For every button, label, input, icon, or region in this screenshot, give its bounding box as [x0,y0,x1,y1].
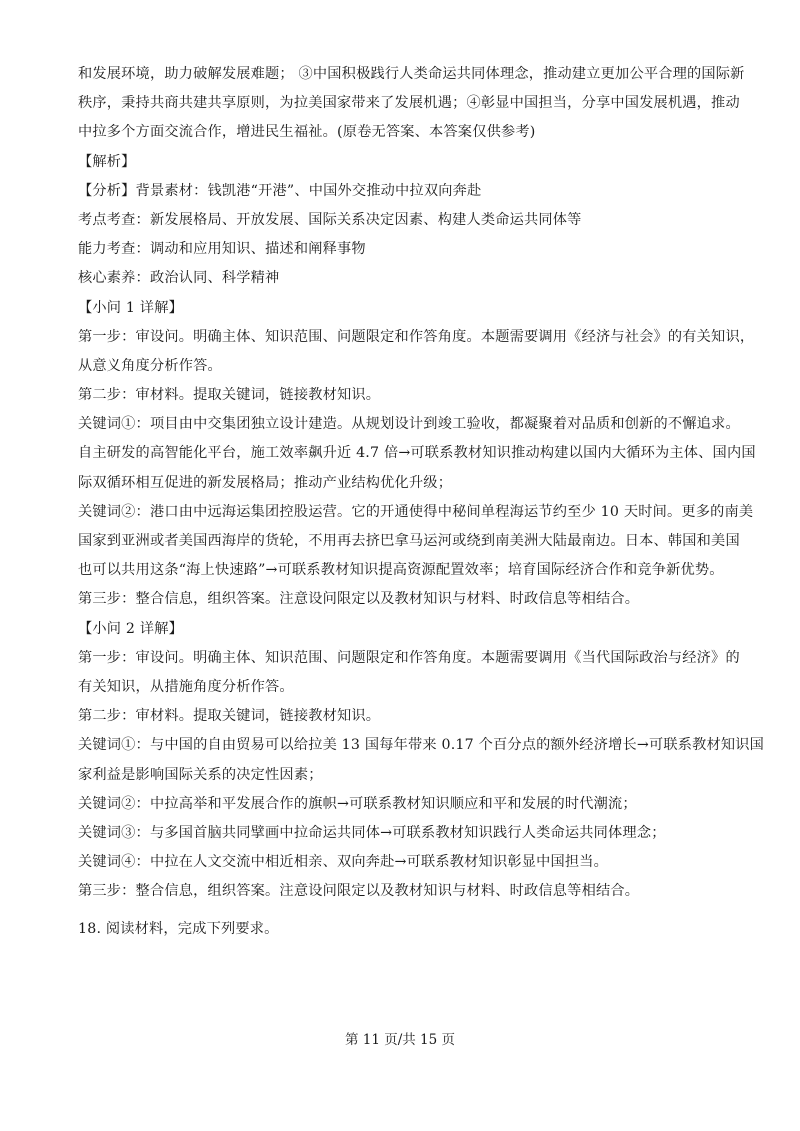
text-line: 家利益是影响国际关系的决定性因素； [78,766,323,783]
text-line: 也可以共用这条“海上快速路”→可联系教材知识提高资源配置效率；培育国际经济合作和竞争新优势。 [78,562,724,579]
text-line: 能力考查：调动和应用知识、描述和阐释事物 [78,241,366,258]
text-line: 际双循环相互促进的新发展格局；推动产业结构优化升级； [78,474,453,491]
text-line: 中拉多个方面交流合作，增进民生福祉。(原卷无答案、本答案仅供参考) [78,124,536,141]
page-footer: 第 11 页/共 15 页 [344,1032,456,1048]
text-line: 和发展环境，助力破解发展难题； ③中国积极践行人类命运共同体理念，推动建立更加公平合理的国际新 [78,66,745,82]
page-content [78,60,765,945]
text-line: 有关知识，从措施角度分析作答。 [78,678,294,695]
text-line: 关键词②：中拉高举和平发展合作的旗帜→可联系教材知识顺应和平和发展的时代潮流； [78,795,637,812]
text-line: 第二步：审材料。提取关键词，链接教材知识。 [78,708,381,725]
text-line: 从意义角度分析作答。 [78,357,222,374]
text-line: 第一步：审设问。明确主体、知识范围、问题限定和作答角度。本题需要调用《经济与社会》的有关知识， [78,328,755,345]
section-label-analysis: 【解析】 [78,153,136,170]
text-line: 第三步：整合信息，组织答案。注意设问限定以及教材知识与材料、时政信息等相结合。 [78,591,640,608]
text-line: 【分析】背景素材：钱凯港“开港”、中国外交推动中拉双向奔赴 [78,182,482,199]
text-line: 关键词③：与多国首脑共同擘画中拉命运共同体→可联系教材知识践行人类命运共同体理念； [78,824,666,841]
section-label-q2: 【小问 2 详解】 [78,620,183,637]
text-line: 关键词②：港口由中远海运集团控股运营。它的开通使得中秘间单程海运节约至少 10 天时间。更多的南美 [78,503,754,520]
text-line: 第三步：整合信息，组织答案。注意设问限定以及教材知识与材料、时政信息等相结合。 [78,883,640,900]
section-label-q1: 【小问 1 详解】 [78,299,183,316]
text-line: 第二步：审材料。提取关键词，链接教材知识。 [78,387,381,404]
text-line: 第一步：审设问。明确主体、知识范围、问题限定和作答角度。本题需要调用《当代国际政治与经济》的 [78,649,740,666]
text-line: 关键词①：项目由中交集团独立设计建造。从规划设计到竣工验收，都凝聚着对品质和创新的不懈追求。 [78,416,740,433]
text-line: 关键词①：与中国的自由贸易可以给拉美 13 国每年带来 0.17 个百分点的额外经济增长→可联系教材知识国 [78,737,765,754]
spacer [78,906,728,915]
text-line: 考点考查：新发展格局、开放发展、国际关系决定因素、构建人类命运共同体等 [78,211,582,228]
text-line: 自主研发的高智能化平台，施工效率飙升近 4.7 倍→可联系教材知识推动构建以国内大循环为主体、国内国 [78,445,756,462]
text-line: 核心素养：政治认同、科学精神 [78,270,280,287]
question-heading: 18. 阅读材料，完成下列要求。 [78,921,279,938]
text-line: 国家到亚洲或者美国西海岸的货轮，不用再去挤巴拿马运河或绕到南美洲大陆最南边。日本、韩国和美国 [78,533,740,549]
text-line: 关键词④：中拉在人文交流中相近相亲、双向奔赴→可联系教材知识彰显中国担当。 [78,854,609,871]
text-line: 秩序，秉持共商共建共享原则，为拉美国家带来了发展机遇；④彰显中国担当，分享中国发展机遇，推动 [78,95,740,112]
